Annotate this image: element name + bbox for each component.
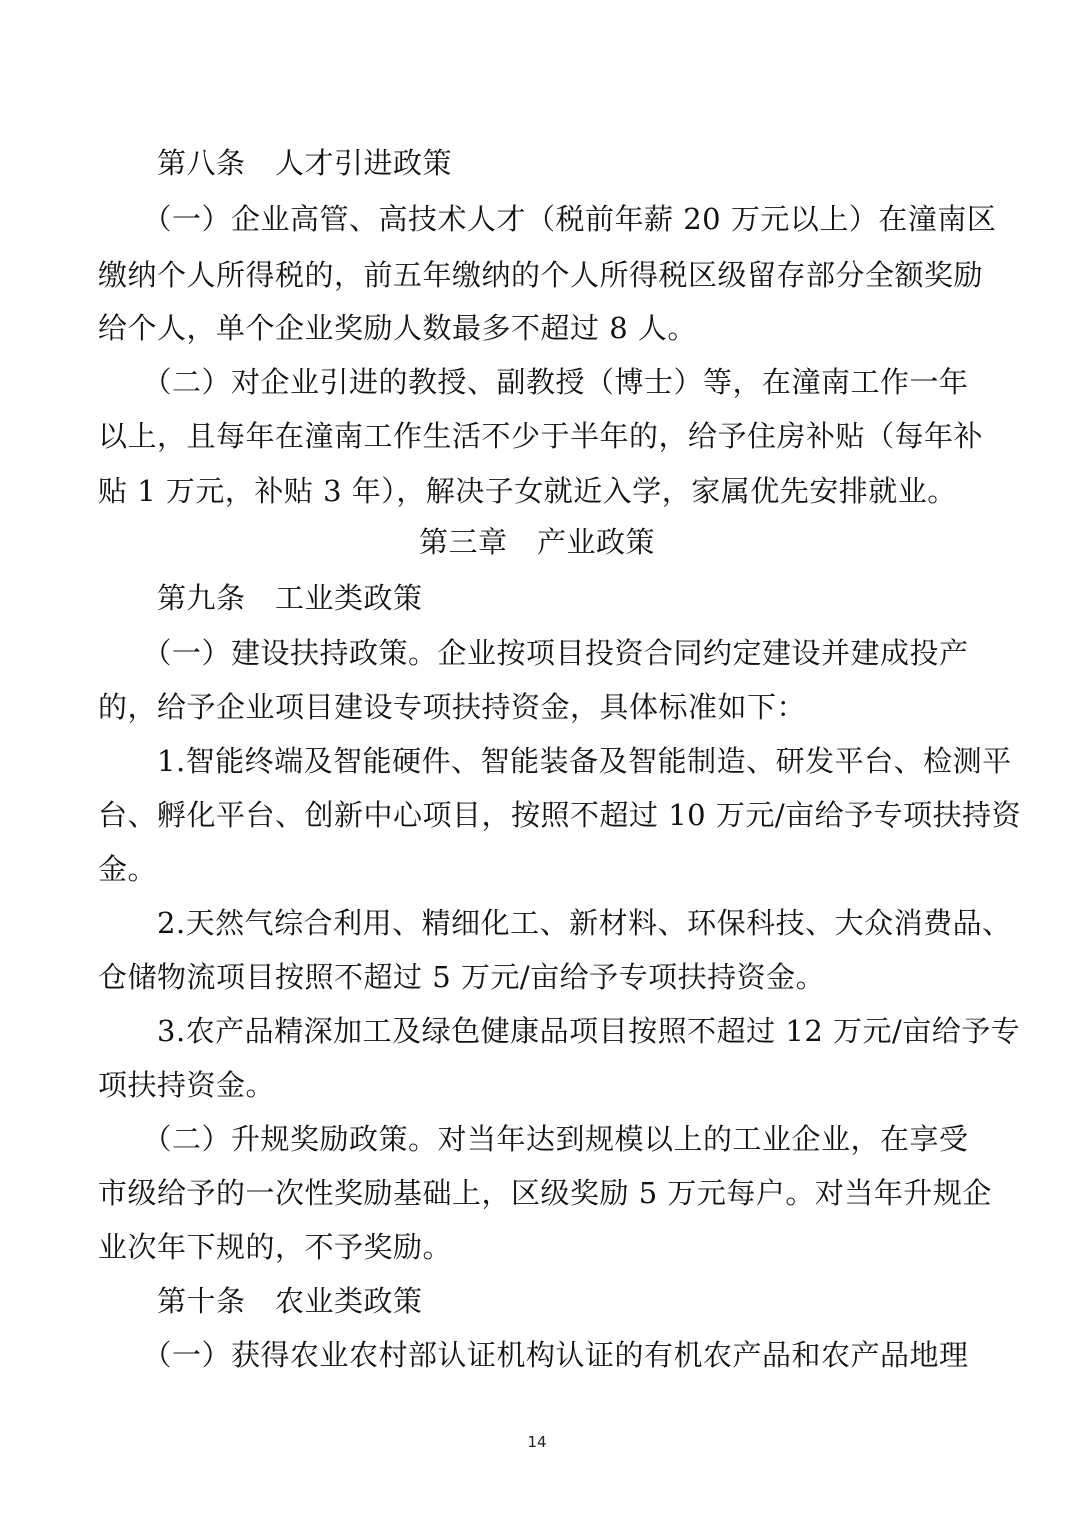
chapter-3-heading: 第三章 产业政策 (418, 525, 655, 559)
body-line: 仓储物流项目按照不超过 5 万元/亩给予专项扶持资金。 (98, 960, 826, 994)
body-line: （二）对企业引进的教授、副教授（博士）等，在潼南工作一年 (98, 365, 969, 399)
body-line: （一）企业高管、高技术人才（税前年薪 20 万元以上）在潼南区 (98, 202, 997, 236)
article-9-heading: 第九条 工业类政策 (98, 581, 423, 615)
body-line: （一）建设扶持政策。企业按项目投资合同约定建设并建成投产 (98, 636, 969, 670)
body-line: 金。 (98, 852, 158, 886)
body-line: 台、孵化平台、创新中心项目，按照不超过 10 万元/亩给予专项扶持资 (98, 798, 1022, 832)
body-line: 的，给予企业项目建设专项扶持资金，具体标准如下： (98, 690, 807, 724)
page-number: 14 (527, 1433, 547, 1451)
body-line: （二）升规奖励政策。对当年达到规模以上的工业企业，在享受 (98, 1122, 969, 1156)
body-line: 贴 1 万元，补贴 3 年），解决子女就近入学，家属优先安排就业。 (98, 474, 957, 508)
body-line: 以上，且每年在潼南工作生活不少于半年的，给予住房补贴（每年补 (98, 419, 984, 453)
body-line: （一）获得农业农村部认证机构认证的有机农产品和农产品地理 (98, 1338, 969, 1372)
body-line: 缴纳个人所得税的，前五年缴纳的个人所得税区级留存部分全额奖励 (98, 258, 984, 292)
body-line: 给个人，单个企业奖励人数最多不超过 8 人。 (98, 311, 697, 345)
body-line: 1.智能终端及智能硬件、智能装备及智能制造、研发平台、检测平 (98, 744, 1012, 778)
body-line: 市级给予的一次性奖励基础上，区级奖励 5 万元每户。对当年升规企 (98, 1176, 992, 1210)
article-10-heading: 第十条 农业类政策 (98, 1284, 423, 1318)
body-line: 2.天然气综合利用、精细化工、新材料、环保科技、大众消费品、 (98, 906, 1012, 940)
article-8-heading: 第八条 人才引进政策 (98, 146, 453, 180)
body-line: 项扶持资金。 (98, 1068, 276, 1102)
body-line: 3.农产品精深加工及绿色健康品项目按照不超过 12 万元/亩给予专 (98, 1014, 1021, 1048)
body-line: 业次年下规的，不予奖励。 (98, 1230, 453, 1264)
